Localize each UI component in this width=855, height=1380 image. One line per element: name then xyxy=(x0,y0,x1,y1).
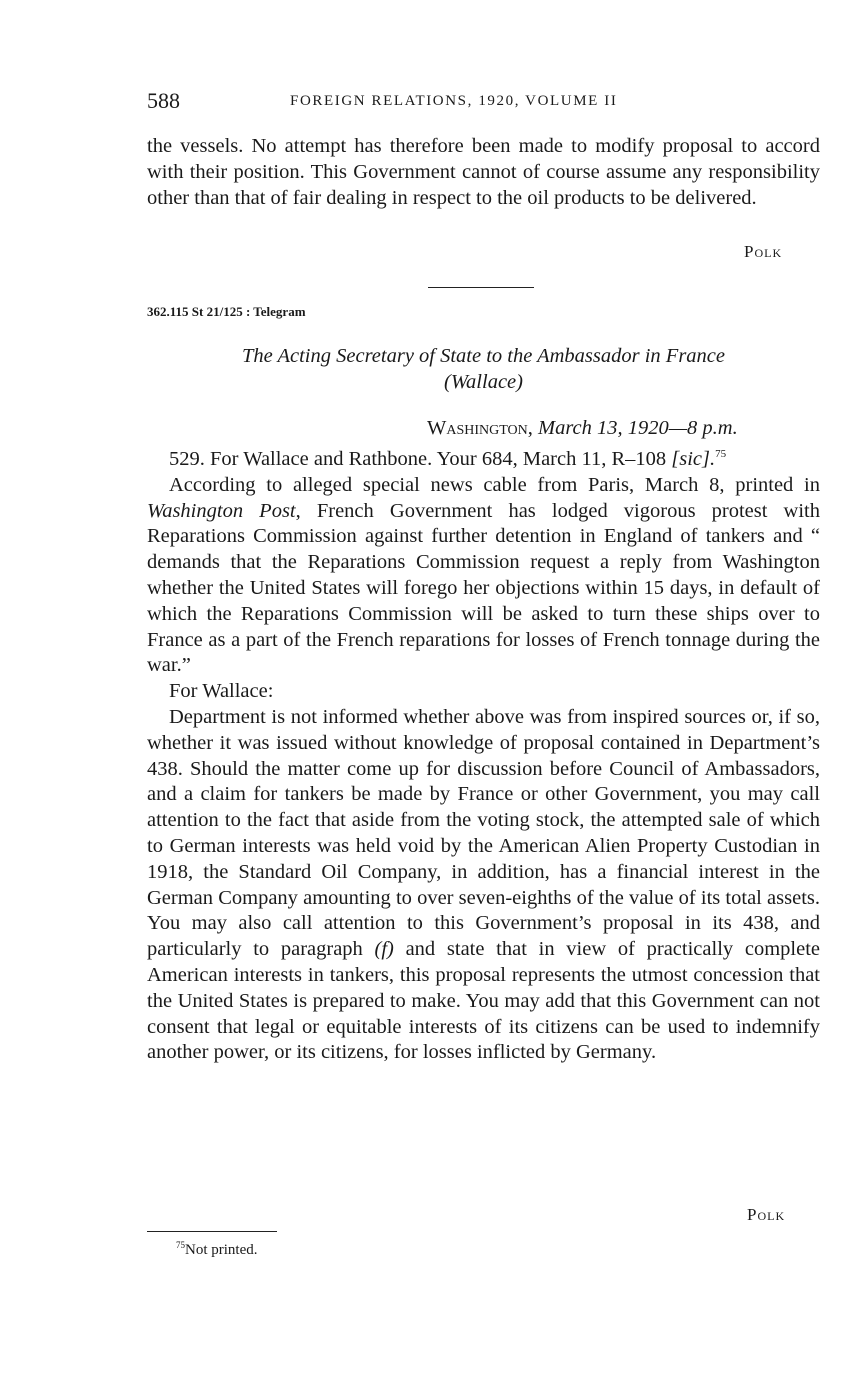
paragraph-news-cable-text-2: , French Government has lodged vigorous protest with Reparations Commission against further detention in England of tankers and “ demands that the Reparations Commission request a reply from Washington whether the United States will forego her objections within 15 days, in default of which the Reparations Commission will be asked to turn these ships over to France as a part of the French reparations for losses of French tonnage during the war.” xyxy=(147,499,820,677)
paragraph-news-cable-text-1: According to alleged special news cable from Paris, March 8, printed in xyxy=(169,473,820,496)
for-wallace-line: For Wallace: xyxy=(169,680,274,703)
document-heading-line1: The Acting Secretary of State to the Ambassador in France xyxy=(241,345,725,367)
signature-polk-1: Polk xyxy=(744,242,783,261)
footnote-reference: 75 xyxy=(715,448,727,461)
continued-paragraph: the vessels. No attempt has therefore been made to modify proposal to accord with their position. This Government cannot of course assume any responsibility other than that of fair dealing in respect to the oil products to be delivered. xyxy=(147,135,820,209)
paragraph-529-lead: 529. For Wallace and Rathbone. Your 684, March 11, R–108 xyxy=(169,448,667,470)
footnote xyxy=(176,1242,258,1259)
newspaper-title: Washington Post xyxy=(147,499,296,522)
page-number: 588 xyxy=(147,88,180,113)
page-header xyxy=(147,88,817,118)
paragraph-news-cable xyxy=(147,473,820,679)
sic-marker: [sic]. xyxy=(671,448,716,470)
document-heading-line2: (Wallace) xyxy=(444,371,523,393)
dateline-date: March 13, 1920—8 p.m. xyxy=(538,417,738,439)
paragraph-529 xyxy=(147,447,820,473)
dateline xyxy=(427,417,738,440)
signature-polk-2: Polk xyxy=(747,1205,786,1224)
footnote-text: Not printed. xyxy=(185,1242,258,1258)
running-head: FOREIGN RELATIONS, 1920, VOLUME II xyxy=(290,93,618,109)
section-divider xyxy=(428,287,534,288)
telegram-body xyxy=(147,447,820,1066)
footnote-marker: 75 xyxy=(176,1240,185,1250)
paragraph-department xyxy=(147,705,820,1066)
paragraph-f-label: (f) xyxy=(374,938,394,961)
footnote-rule xyxy=(147,1231,277,1232)
paragraph-department-text-1: Department is not informed whether above was from inspired sources or, if so, whether it was issued without knowledge of proposal contained in Department’s 438. Should the matter come up for discussion before Council of Ambassadors, and a claim for tankers be made by France or other Government, you may call attention to the fact that aside from the voting stock, the attempted sale of which to German interests was held void by the American Alien Property Custodian in 1918, the Standard Oil Company, in addition, has a financial interest in the German Company amounting to over seven-eighths of the value of its total assets. You may also call attention to this Government’s proposal in its 438, and particularly to paragraph xyxy=(147,705,820,961)
continued-paragraph-block xyxy=(147,134,820,211)
dateline-place: Washington, xyxy=(427,417,533,439)
paragraph-department-text-2: and state that in view of practically complete American interests in tankers, this proposal represents the utmost concession that the United States is prepared to make. You may add that this Government can not consent that legal or equitable interests of its citizens can be used to indemnify another power, or its citizens, for losses inflicted by Germany. xyxy=(147,938,820,1064)
file-reference: 362.115 St 21/125 : Telegram xyxy=(147,304,306,319)
